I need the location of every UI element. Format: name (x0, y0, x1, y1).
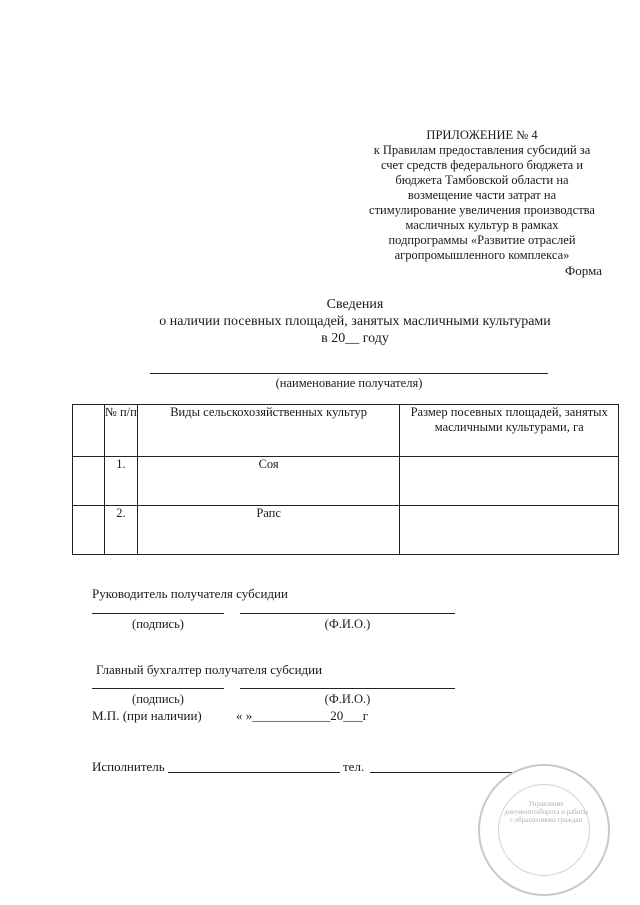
row-number: 1. (104, 457, 137, 506)
document-title (90, 296, 620, 347)
header-number: № п/п (104, 405, 137, 457)
phone-label: тел. (343, 759, 365, 774)
form-label: Форма (565, 263, 602, 278)
accountant-name-line (240, 688, 455, 689)
title-line-2: о наличии посевных площадей, занятых масличными культурами (159, 314, 551, 329)
accountant-signature-caption: (подпись) (132, 692, 184, 706)
header-crop-label: Виды сельскохозяйственных культур (170, 405, 368, 419)
appendix-line: стимулирование увеличения производства (369, 203, 595, 217)
stamp-inner-ring (498, 784, 590, 876)
head-label: Руководитель получателя субсидии (92, 586, 288, 601)
table-header-row (73, 405, 619, 457)
date-field: « »____________20___г (236, 708, 369, 723)
head-name-caption: (Ф.И.О.) (324, 617, 371, 631)
title-line-1: Сведения (326, 297, 384, 312)
phone-line (370, 772, 512, 773)
appendix-title: ПРИЛОЖЕНИЕ № 4 (426, 128, 538, 142)
table-margin-cell (73, 405, 105, 457)
row-crop: Соя (137, 457, 400, 506)
accountant-name-caption: (Ф.И.О.) (324, 692, 371, 706)
executor-name-line (168, 772, 340, 773)
appendix-line: подпрограммы «Развитие отраслей (388, 233, 576, 247)
header-area: Размер посевных площадей, занятых масличными культурами, га (400, 405, 619, 457)
appendix-line: счет средств федерального бюджета и (380, 158, 584, 172)
row-area (400, 506, 619, 555)
table-row (73, 506, 619, 555)
appendix-line: масличных культур в рамках (405, 218, 559, 232)
row-number: 2. (104, 506, 137, 555)
recipient-name-line (150, 373, 548, 374)
row-crop: Рапс (137, 506, 400, 555)
table-margin-cell (73, 457, 105, 506)
appendix-line: бюджета Тамбовской области на (395, 173, 569, 187)
appendix-line: к Правилам предоставления субсидий за (373, 143, 591, 157)
head-signature-caption: (подпись) (132, 617, 184, 631)
appendix-line: возмещение части затрат на (407, 188, 557, 202)
recipient-caption: (наименование получателя) (275, 376, 423, 390)
head-signature-line (92, 613, 224, 614)
title-line-3: в 20__ году (321, 331, 389, 346)
stamp-text: Управление документооборота и работы с обращениями граждан (504, 800, 588, 824)
table-margin-cell (73, 506, 105, 555)
accountant-label: Главный бухгалтер получателя субсидии (96, 662, 323, 677)
head-name-line (240, 613, 455, 614)
row-area (400, 457, 619, 506)
executor-label: Исполнитель (92, 759, 165, 774)
crop-area-table (72, 404, 619, 555)
office-stamp (478, 764, 610, 896)
seal-label: М.П. (при наличии) (92, 708, 202, 723)
appendix-line: агропромышленного комплекса» (394, 248, 570, 262)
accountant-signature-line (92, 688, 224, 689)
appendix-header (352, 128, 612, 263)
table-row (73, 457, 619, 506)
header-crop (137, 405, 400, 457)
